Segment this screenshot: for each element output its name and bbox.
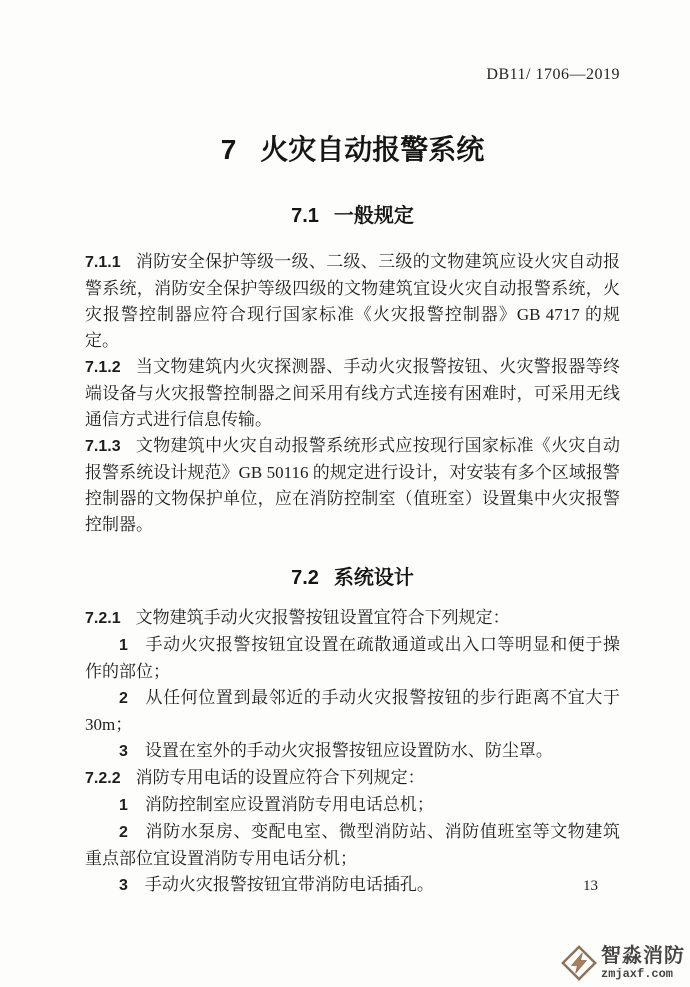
item-number: 3 bbox=[119, 877, 128, 894]
clause-number: 7.2.1 bbox=[85, 610, 121, 627]
clause-text: 当文物建筑内火灾探测器、手动火灾报警按钮、火灾警报器等终端设备与火灾报警控制器之间采用有线方式连接有困难时，可采用无线通信方式进行信息传输。 bbox=[85, 357, 620, 429]
clause-text: 消防专用电话的设置应符合下列规定： bbox=[135, 768, 425, 787]
chapter-number: 7 bbox=[220, 134, 237, 165]
clause-number: 7.2.2 bbox=[85, 770, 121, 787]
clause-number: 7.1.2 bbox=[85, 359, 121, 376]
watermark-brand-name: 智淼消防 bbox=[601, 945, 685, 967]
clause-7-1-1 bbox=[85, 249, 620, 354]
item-text: 从任何位置到最邻近的手动火灾报警按钮的步行距离不宜大于30m； bbox=[85, 688, 620, 734]
item-number: 3 bbox=[119, 743, 128, 760]
watermark-logo bbox=[560, 944, 685, 982]
list-item-7-2-2-3 bbox=[85, 872, 620, 899]
list-item-7-2-2-1 bbox=[85, 792, 620, 819]
item-text: 手动火灾报警按钮宜带消防电话插孔。 bbox=[144, 875, 434, 894]
watermark-text-block bbox=[601, 946, 685, 980]
section-number: 7.1 bbox=[291, 205, 319, 227]
item-text: 手动火灾报警按钮宜设置在疏散通道或出入口等明显和便于操作的部位； bbox=[85, 635, 620, 681]
clause-text: 消防安全保护等级一级、二级、三级的文物建筑应设火灾自动报警系统，消防安全保护等级四级的文物建筑宜设火灾自动报警系统，火灾报警控制器应符合现行国家标准《火灾报警控制器》GB 4717 的规定。 bbox=[85, 252, 620, 350]
item-number: 2 bbox=[119, 824, 128, 841]
list-item-7-2-1-1 bbox=[85, 632, 620, 685]
standard-code-header: DB11/ 1706—2019 bbox=[486, 66, 620, 83]
section-heading-7-1 bbox=[85, 199, 620, 228]
chapter-title bbox=[85, 128, 620, 168]
list-item-7-2-1-3 bbox=[85, 738, 620, 765]
clause-number: 7.1.3 bbox=[85, 438, 121, 455]
list-item-7-2-2-2 bbox=[85, 819, 620, 872]
item-number: 1 bbox=[119, 797, 128, 814]
chapter-title-text: 火灾自动报警系统 bbox=[260, 134, 485, 165]
section-title-text: 一般规定 bbox=[333, 205, 414, 227]
item-number: 2 bbox=[119, 690, 128, 707]
clause-7-1-2 bbox=[85, 354, 620, 433]
page-number: 13 bbox=[583, 878, 598, 894]
clause-7-2-2 bbox=[85, 765, 620, 792]
clause-number: 7.1.1 bbox=[85, 254, 121, 271]
item-text: 设置在室外的手动火灾报警按钮应设置防水、防尘罩。 bbox=[144, 741, 553, 760]
clause-7-1-3 bbox=[85, 433, 620, 538]
clause-7-2-1 bbox=[85, 605, 620, 632]
clause-text: 文物建筑手动火灾报警按钮设置宜符合下列规定： bbox=[135, 608, 510, 627]
section-title-text: 系统设计 bbox=[333, 567, 414, 589]
watermark-url: zmjaxf.com bbox=[601, 967, 674, 981]
item-text: 消防控制室应设置消防专用电话总机； bbox=[144, 795, 434, 814]
section-number: 7.2 bbox=[291, 567, 319, 589]
zhimiao-diamond-icon bbox=[560, 944, 598, 982]
clause-text: 文物建筑中火灾自动报警系统形式应按现行国家标准《火灾自动报警系统设计规范》GB 50116 的规定进行设计，对安装有多个区域报警控制器的文物保护单位，应在消防控制室（值班室）设置集中火灾报警控制器。 bbox=[85, 436, 620, 534]
item-number: 1 bbox=[119, 637, 128, 654]
item-text: 消防水泵房、变配电室、微型消防站、消防值班室等文物建筑重点部位宜设置消防专用电话分机； bbox=[85, 822, 620, 868]
list-item-7-2-1-2 bbox=[85, 685, 620, 738]
section-heading-7-2 bbox=[85, 561, 620, 590]
